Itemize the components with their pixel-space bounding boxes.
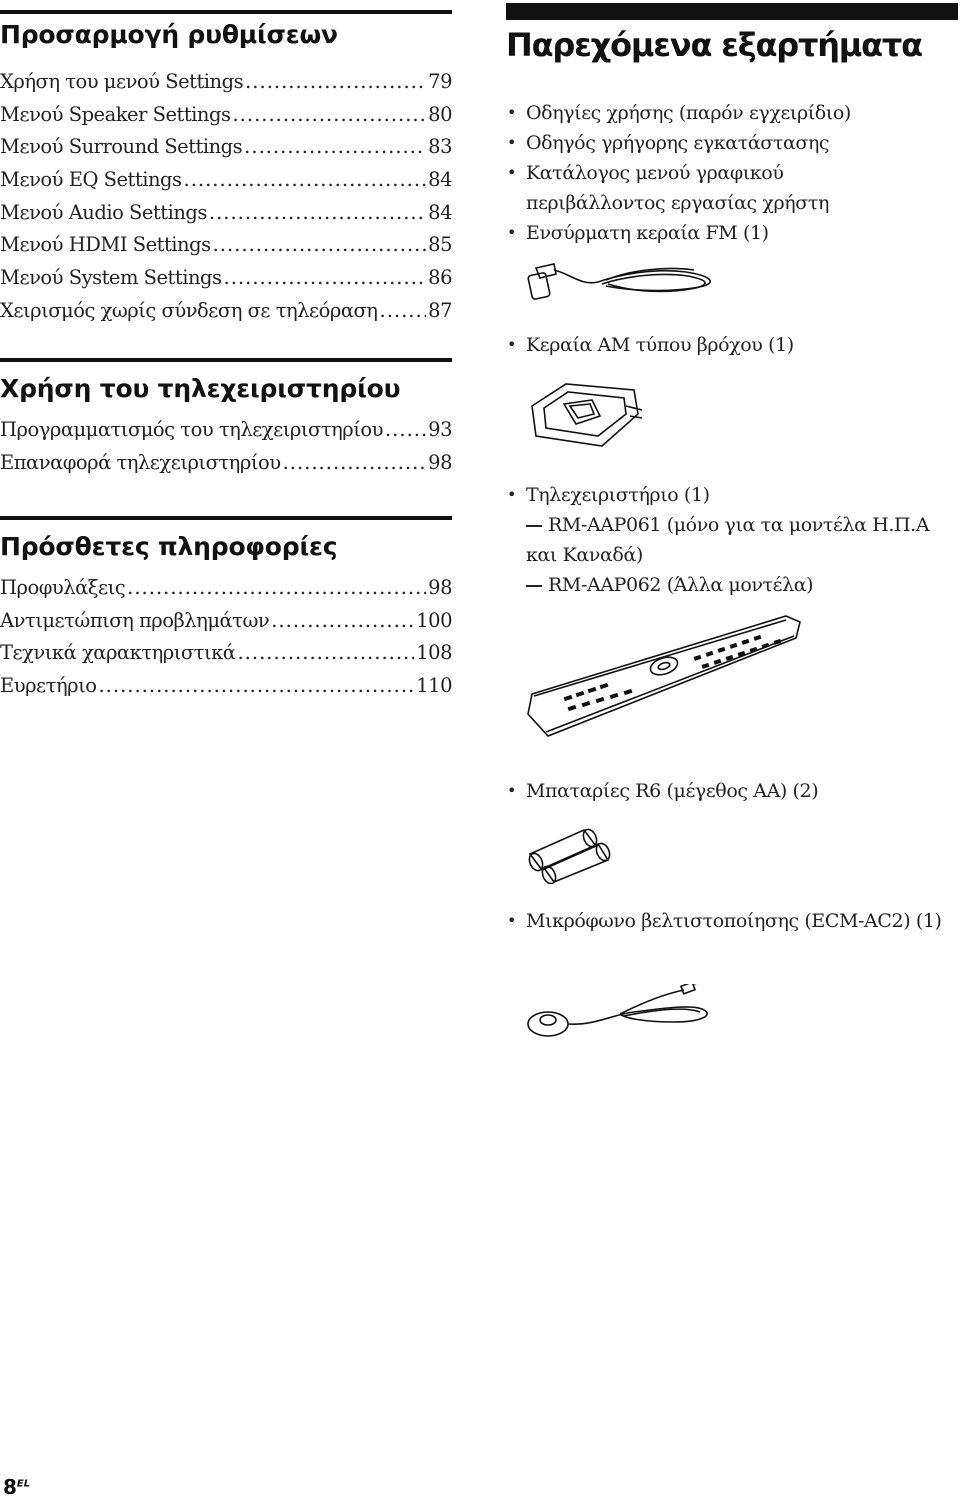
- toc-entry[interactable]: Προφυλάξεις ..... 98: [0, 576, 452, 609]
- list-item: • Κατάλογος μενού γραφικού περιβάλλοντος εργασίας χρήστη: [507, 162, 829, 214]
- section-rule: [0, 10, 452, 14]
- toc-entry[interactable]: Μενού Surround Settings ..... 83: [0, 135, 452, 168]
- toc-entry[interactable]: Τεχνικά χαρακτηριστικά ..... 108: [0, 641, 452, 674]
- toc-entry[interactable]: Μενού EQ Settings ..... 84: [0, 168, 452, 201]
- toc-entry[interactable]: Αντιμετώπιση προβλημάτων ..... 100: [0, 609, 452, 642]
- list-item: • Μικρόφωνο βελτιστοποίησης (ECM-AC2) (1): [507, 910, 942, 932]
- list-item: • Κεραία AM τύπου βρόχου (1): [507, 334, 794, 356]
- accessories-list: [506, 98, 958, 248]
- accessories-title: Παρεχόμενα εξαρτήματα: [506, 26, 922, 64]
- page-suffix: EL: [16, 1478, 31, 1490]
- dash-mark: [526, 585, 542, 587]
- list-item: • Μπαταρίες R6 (μέγεθος AA) (2): [507, 780, 819, 802]
- section-title: Χρήση του τηλεχειριστηρίου: [0, 374, 401, 403]
- toc-entry[interactable]: Μενού Speaker Settings ..... 80: [0, 103, 452, 136]
- toc-section-additional: [0, 516, 452, 707]
- remote-model-line: RM-AAP061 (μόνο για τα μοντέλα Η.Π.Α και Καναδά): [526, 514, 930, 566]
- batteries-illustration: [524, 824, 614, 884]
- list-item: • Οδηγίες χρήσης (παρόν εγχειρίδιο): [507, 102, 851, 124]
- dash-mark: [526, 525, 542, 527]
- list-item: • Οδηγός γρήγορης εγκατάστασης: [507, 132, 830, 154]
- toc-entry[interactable]: Χειρισμός χωρίς σύνδεση σε τηλεόραση ..... 87: [0, 299, 452, 332]
- list-item: • Τηλεχειριστήριο (1): [507, 484, 710, 506]
- toc-section-settings: [0, 10, 452, 332]
- title-bar: [506, 3, 958, 20]
- toc-entry[interactable]: Μενού Audio Settings ..... 84: [0, 201, 452, 234]
- toc-entry[interactable]: Χρήση του μενού Settings ..... 79: [0, 70, 452, 103]
- toc-section-remote: [0, 358, 452, 483]
- toc-entry[interactable]: Μενού HDMI Settings ..... 85: [0, 233, 452, 266]
- toc-entry[interactable]: Μενού System Settings ..... 86: [0, 266, 452, 299]
- section-rule: [0, 516, 452, 520]
- section-rule: [0, 358, 452, 362]
- list-item: • Ενσύρματη κεραία FM (1): [507, 222, 769, 244]
- remote-control-illustration: [524, 604, 804, 744]
- section-title: Προσαρμογή ρυθμίσεων: [0, 20, 338, 49]
- page-number: $8^{EL}$: [3, 1475, 31, 1499]
- remote-model-line: RM-AAP062 (Άλλα μοντέλα): [506, 570, 958, 600]
- fm-antenna-illustration: [526, 262, 726, 308]
- toc-entry[interactable]: Επαναφορά τηλεχειριστηρίου ..... 98: [0, 451, 452, 484]
- microphone-illustration: [524, 984, 744, 1054]
- section-title: Πρόσθετες πληροφορίες: [0, 532, 338, 561]
- am-antenna-illustration: [526, 376, 646, 456]
- toc-entry[interactable]: Ευρετήριο ..... 110: [0, 674, 452, 707]
- toc-entry[interactable]: Προγραμματισμός του τηλεχειριστηρίου ..... 93: [0, 418, 452, 451]
